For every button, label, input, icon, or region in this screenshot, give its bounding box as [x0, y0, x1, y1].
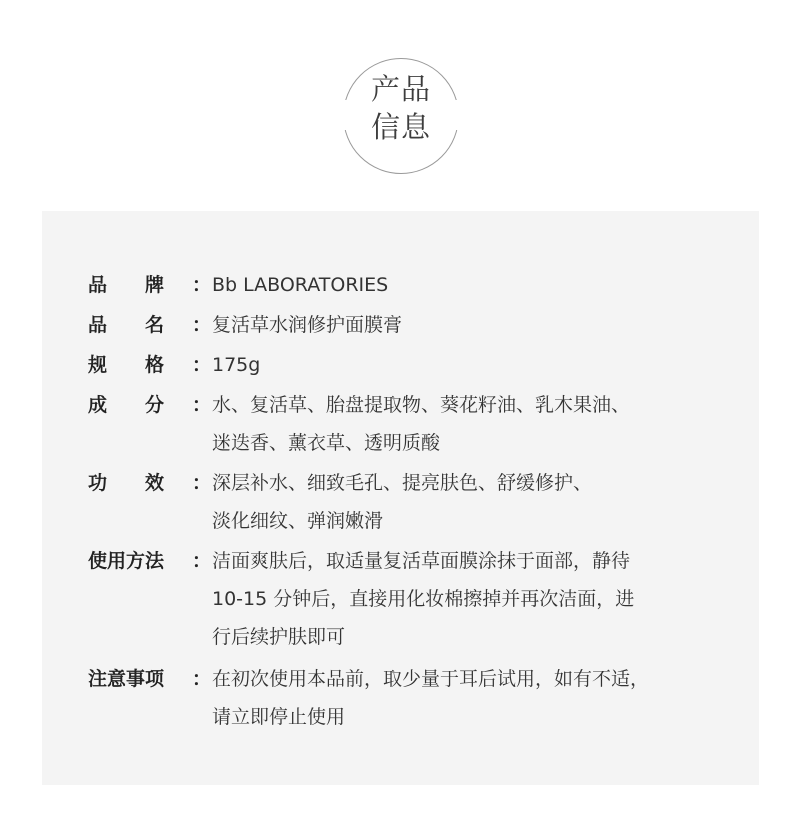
row-label: 功 效 ： — [88, 472, 212, 494]
header — [0, 0, 800, 200]
row-value: 复活草水润修护面膜膏 — [212, 314, 403, 336]
row-label: 成 分 ： — [88, 394, 212, 416]
row-value: 175g — [212, 354, 261, 376]
section-title-line1: 产品 — [370, 72, 431, 106]
section-title — [350, 70, 452, 146]
row-value: Bb LABORATORIES — [212, 274, 389, 296]
row-label: 规 格 ： — [88, 354, 212, 376]
row-value: 深层补水、细致毛孔、提亮肤色、舒缓修护、 淡化细纹、弹润嫩滑 — [212, 472, 593, 532]
row-value: 洁面爽肤后，取适量复活草面膜涂抹于面部，静待 10-15 分钟后，直接用化妆棉擦掉并再次洁面，进 行后续护肤即可 — [212, 550, 635, 648]
row-value: 水、复活草、胎盘提取物、葵花籽油、乳木果油、 迷迭香、薰衣草、透明质酸 — [212, 394, 631, 454]
row-label: 注意事项 ： — [88, 668, 212, 690]
row-label: 使用方法 ： — [88, 550, 212, 572]
row-label: 品 牌 ： — [88, 274, 212, 296]
row-label: 品 名 ： — [88, 314, 212, 336]
row-value: 在初次使用本品前，取少量于耳后试用，如有不适， 请立即停止使用 — [212, 668, 650, 728]
section-title-line2: 信息 — [370, 110, 431, 144]
